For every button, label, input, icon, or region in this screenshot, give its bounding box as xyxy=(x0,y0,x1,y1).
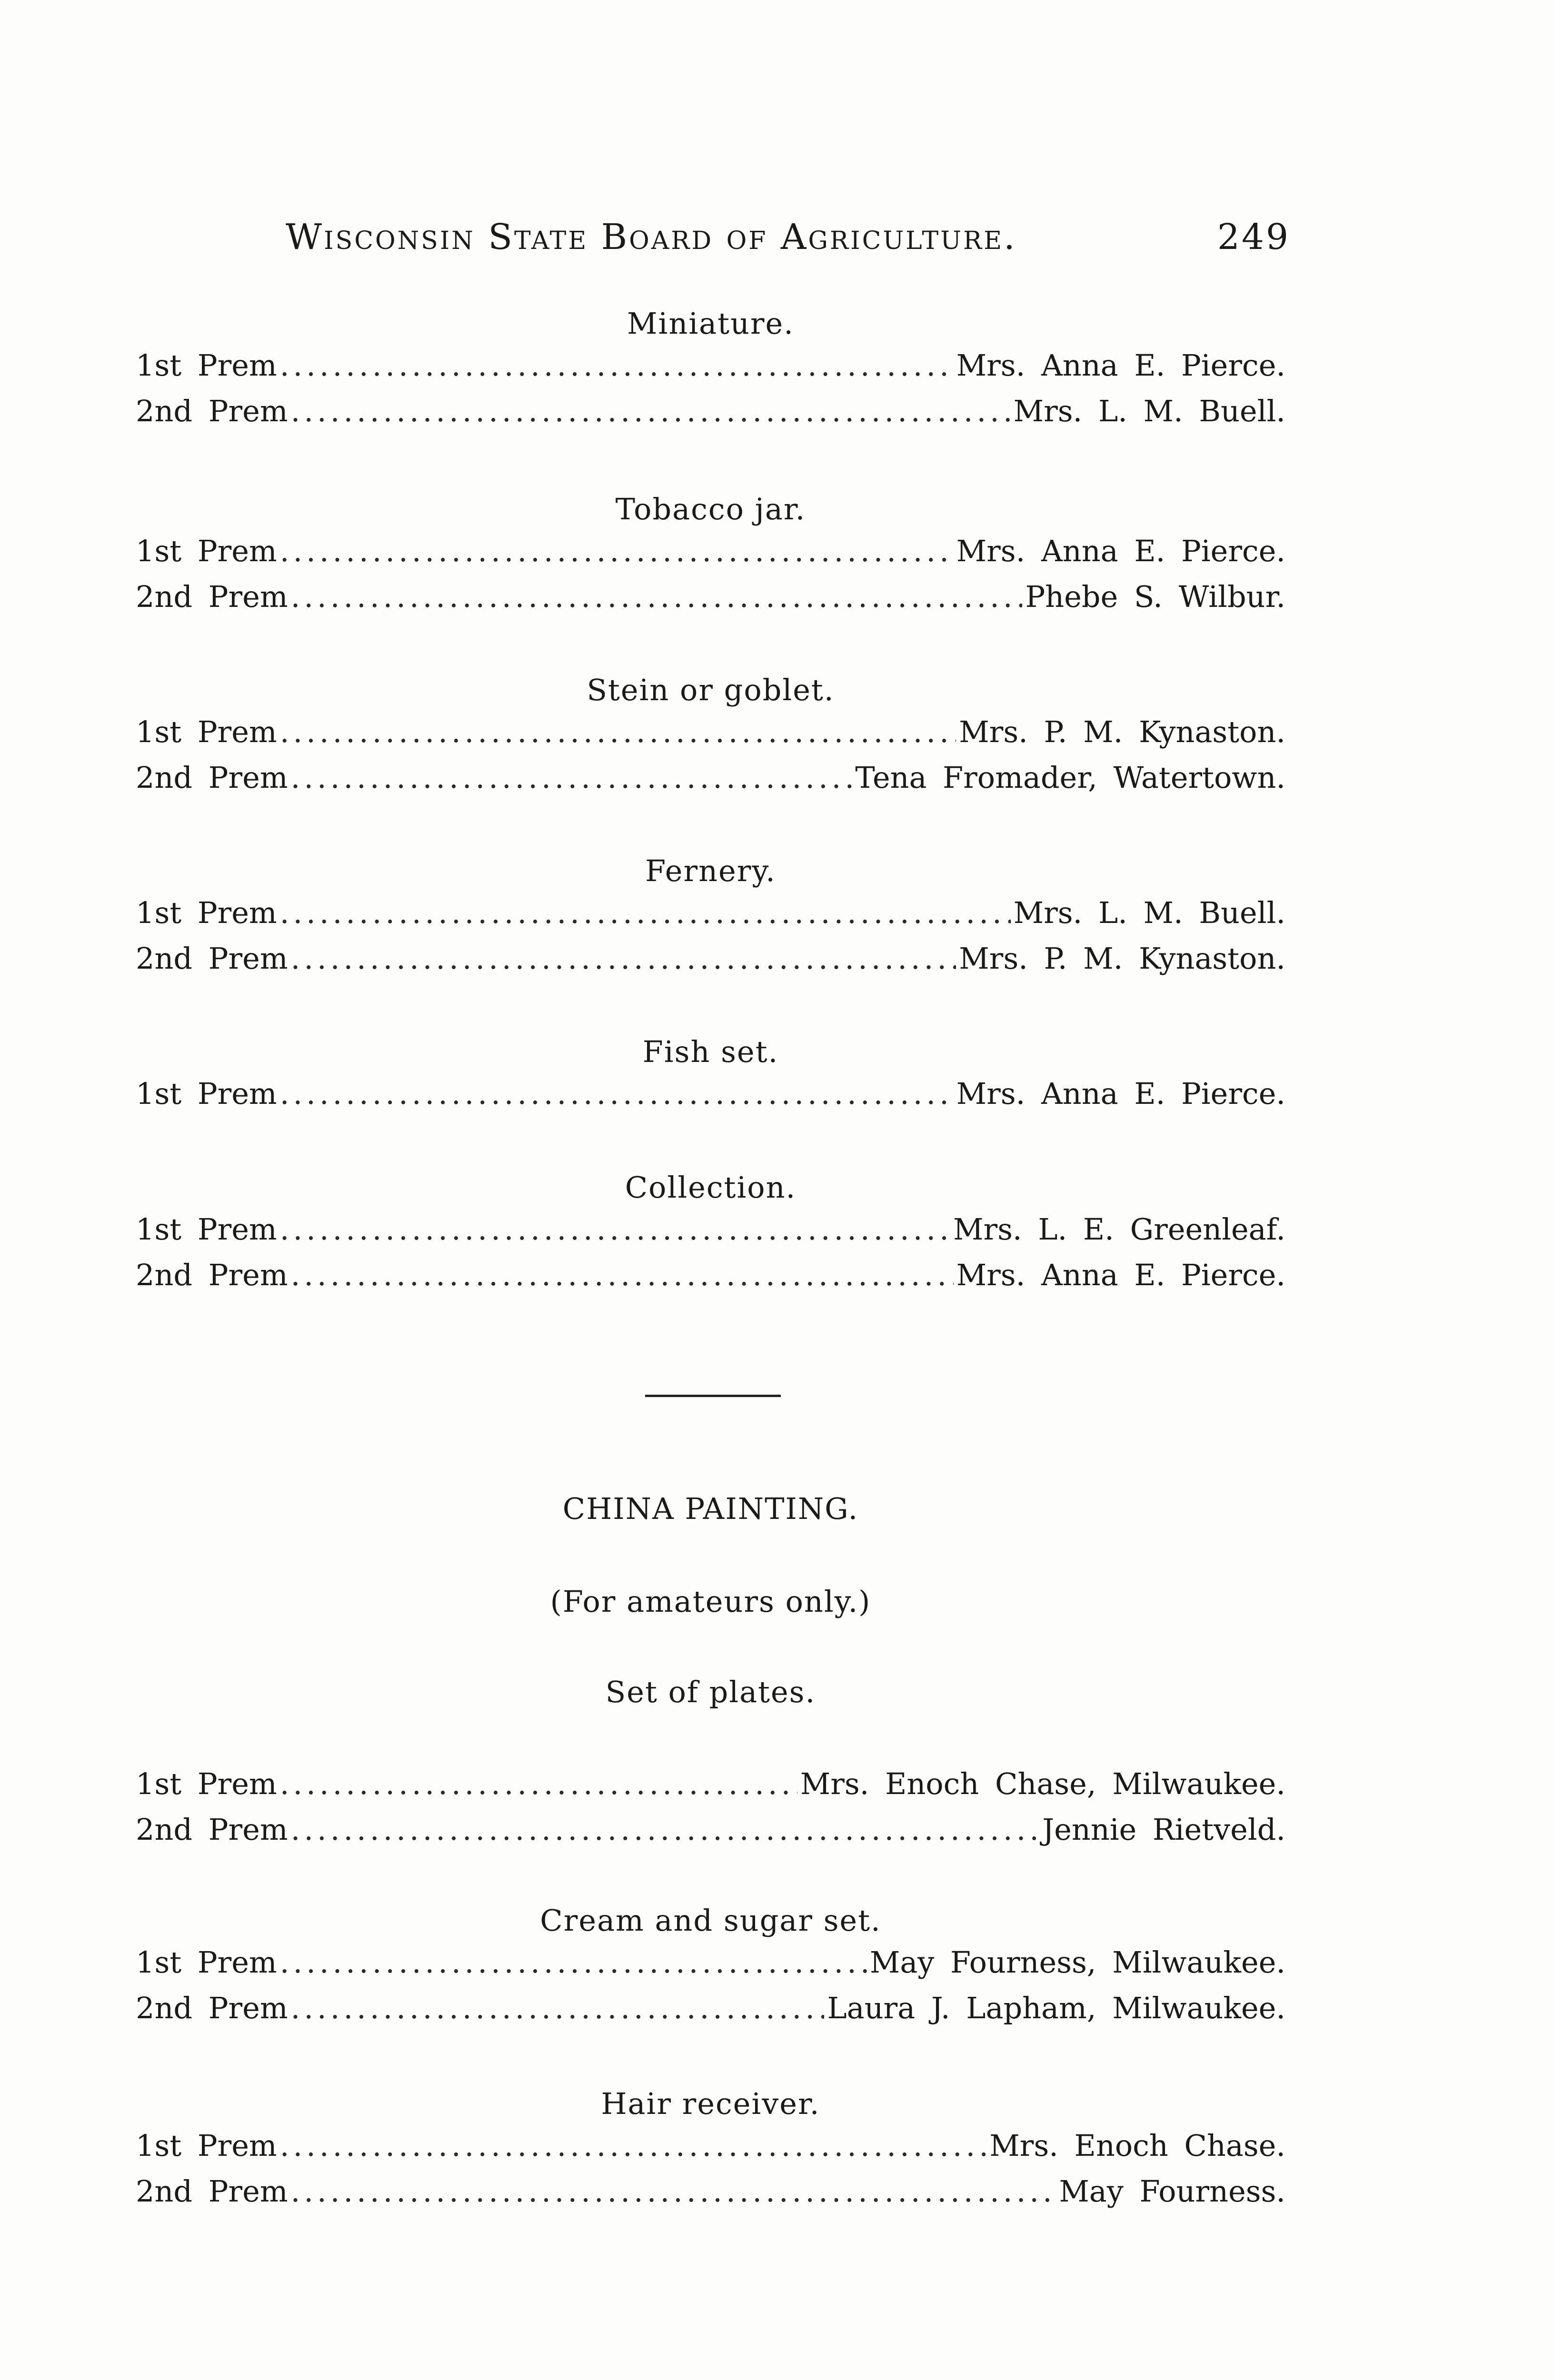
award-row xyxy=(136,2123,1285,2169)
award-row xyxy=(136,574,1285,620)
winner-name: Mrs. P. M. Kynaston. xyxy=(959,714,1285,749)
winner-name: Mrs. Anna E. Pierce. xyxy=(956,1258,1285,1292)
winner-name: Mrs. L. M. Buell. xyxy=(1013,895,1285,930)
china-painting-title xyxy=(136,1490,1285,1528)
award-row xyxy=(136,1252,1285,1298)
winner-name: Mrs. Enoch Chase, Milwaukee. xyxy=(800,1766,1285,1801)
award-section-cream-and-sugar-set xyxy=(136,1902,1285,2031)
china-painting-subtitle xyxy=(136,1583,1285,1621)
dot-leader xyxy=(291,2169,1056,2214)
dot-leader xyxy=(291,936,956,982)
winner-name: Mrs. Enoch Chase. xyxy=(989,2128,1285,2163)
dot-leader xyxy=(291,1985,825,2031)
award-row xyxy=(136,1985,1285,2031)
winner-name: Mrs. Anna E. Pierce. xyxy=(956,1076,1285,1111)
award-row xyxy=(136,890,1285,936)
award-row xyxy=(136,388,1285,434)
section-heading: Fish set. xyxy=(642,1034,779,1069)
award-row xyxy=(136,1807,1285,1853)
section-divider-rule xyxy=(645,1395,781,1397)
premium-label: 2nd Prem xyxy=(136,579,288,614)
premium-label: 2nd Prem xyxy=(136,1991,288,2025)
section-subtitle: (For amateurs only.) xyxy=(550,1584,871,1619)
dot-leader xyxy=(280,2123,986,2169)
winner-name: Mrs. P. M. Kynaston. xyxy=(959,941,1285,976)
winner-name: Mrs. Anna E. Pierce. xyxy=(956,534,1285,568)
premium-label: 1st Prem xyxy=(136,895,277,930)
award-row xyxy=(136,343,1285,388)
premium-label: 2nd Prem xyxy=(136,941,288,976)
dot-leader xyxy=(280,890,1011,936)
premium-label: 2nd Prem xyxy=(136,1258,288,1292)
winner-name: Phebe S. Wilbur. xyxy=(1025,579,1285,614)
dot-leader xyxy=(280,528,954,574)
award-row xyxy=(136,936,1285,982)
award-section-hair-receiver xyxy=(136,2085,1285,2214)
dot-leader xyxy=(291,1807,1040,1853)
winner-name: Laura J. Lapham, Milwaukee. xyxy=(827,1991,1285,2025)
premium-label: 2nd Prem xyxy=(136,2174,288,2209)
award-row xyxy=(136,1207,1285,1252)
section-heading: Tobacco jar. xyxy=(615,492,806,526)
running-head xyxy=(286,217,1290,258)
section-heading: Miniature. xyxy=(627,306,794,341)
winner-name: Jennie Rietveld. xyxy=(1042,1812,1285,1847)
premium-label: 1st Prem xyxy=(136,1212,277,1247)
award-row xyxy=(136,709,1285,755)
award-section-fish-set xyxy=(136,1033,1285,1117)
premium-label: 2nd Prem xyxy=(136,760,288,795)
premium-label: 1st Prem xyxy=(136,1766,277,1801)
award-section-collection xyxy=(136,1169,1285,1298)
section-heading: Cream and sugar set. xyxy=(540,1903,881,1938)
premium-label: 1st Prem xyxy=(136,2128,277,2163)
premium-label: 1st Prem xyxy=(136,714,277,749)
dot-leader xyxy=(280,1071,954,1117)
section-heading: Collection. xyxy=(625,1170,797,1205)
award-section-set-of-plates-rows xyxy=(136,1761,1285,1853)
winner-name: May Fourness, Milwaukee. xyxy=(869,1945,1285,1980)
premium-label: 1st Prem xyxy=(136,348,277,383)
award-row xyxy=(136,755,1285,801)
premium-label: 2nd Prem xyxy=(136,1812,288,1847)
premium-label: 1st Prem xyxy=(136,1945,277,1980)
dot-leader xyxy=(291,388,1011,434)
award-row xyxy=(136,1761,1285,1807)
winner-name: Mrs. Anna E. Pierce. xyxy=(956,348,1285,383)
section-heading: Set of plates. xyxy=(605,1675,816,1709)
winner-name: May Fourness. xyxy=(1059,2174,1285,2209)
section-heading: Hair receiver. xyxy=(601,2086,820,2121)
dot-leader xyxy=(280,1761,797,1807)
page-number: 249 xyxy=(1217,217,1290,258)
award-section-tobacco-jar xyxy=(136,490,1285,620)
premium-label: 2nd Prem xyxy=(136,394,288,428)
dot-leader xyxy=(280,1940,867,1985)
section-title: CHINA PAINTING. xyxy=(562,1491,859,1526)
dot-leader xyxy=(280,709,956,755)
winner-name: Mrs. L. M. Buell. xyxy=(1013,394,1285,428)
winner-name: Mrs. L. E. Greenleaf. xyxy=(953,1212,1285,1247)
award-row xyxy=(136,528,1285,574)
award-section-stein-or-goblet xyxy=(136,671,1285,801)
award-row xyxy=(136,2169,1285,2214)
running-head-title: Wisconsin State Board of Agriculture. xyxy=(286,217,1017,258)
award-section-miniature xyxy=(136,305,1285,434)
winner-name: Tena Fromader, Watertown. xyxy=(855,760,1285,795)
dot-leader xyxy=(280,343,954,388)
dot-leader xyxy=(291,574,1023,620)
award-section-fernery xyxy=(136,852,1285,982)
dot-leader xyxy=(291,755,853,801)
award-row xyxy=(136,1940,1285,1985)
section-heading: Stein or goblet. xyxy=(587,673,835,707)
dot-leader xyxy=(291,1252,954,1298)
premium-label: 1st Prem xyxy=(136,1076,277,1111)
section-heading: Fernery. xyxy=(645,853,776,888)
award-row xyxy=(136,1071,1285,1117)
premium-label: 1st Prem xyxy=(136,534,277,568)
award-section-set-of-plates xyxy=(136,1673,1285,1711)
dot-leader xyxy=(280,1207,950,1252)
